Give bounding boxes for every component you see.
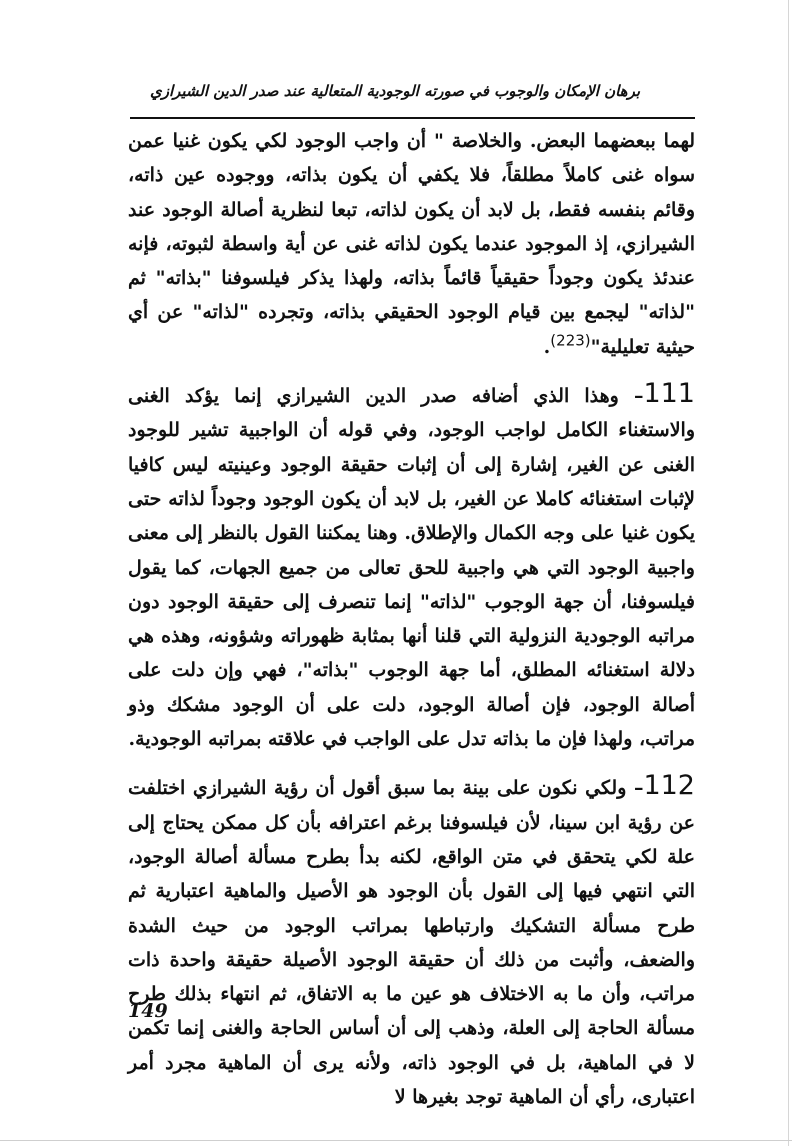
header-divider xyxy=(130,117,695,119)
paragraph-111 xyxy=(128,379,695,756)
paragraph-number: 111 xyxy=(643,378,695,410)
scan-edge-bottom xyxy=(0,1140,792,1141)
scan-edge-right xyxy=(788,0,789,1146)
paragraph-text: – ولكي نكون على بينة بما سبق أقول أن رؤية الشيرازي اختلفت عن رؤية ابن سينا، لأن فيلسوفنا برغم اعترافه بأن كل ممكن يحتاج إلى علة لكي يتحقق في متن الواقع، لكنه بدأ بطرح مسألة أصالة الوجود، التي انتهي فيها إلى القول بأن الوجود هو الأصيل والماهية اعتبارية ثم طرح مسألة التشكيك وارتباطها بمراتب الوجود من حيث الشدة والضعف، وأثبت من ذلك أن حقيقة الوجود الأصيلة حقيقة واحدة ذات مراتب، وأن ما به الاختلاف هو عين ما به الاتفاق، ثم انتهاء بذلك طرح مسألة الحاجة إلى العلة، وذهب إلى أن أساس الحاجة والغنى إنما تكمن لا في الماهية، بل في الوجود ذاته، ولأنه يرى أن الماهية مجرد أمر اعتبارى، رأي أن الماهية توجد بغيرها لا xyxy=(128,777,695,1109)
page-body xyxy=(128,124,695,1114)
paragraph-continuation xyxy=(128,124,695,364)
footnote-reference[interactable]: (223) xyxy=(550,331,591,350)
paragraph-end-mark: . xyxy=(543,335,551,358)
running-header: برهان الإمكان والوجوب في صورته الوجودية المتعالية عند صدر الدين الشيرازي xyxy=(149,82,641,100)
paragraph-text: – وهذا الذي أضافه صدر الدين الشيرازي إنما يؤكد الغنى والاستغناء الكامل لواجب الوجود، وفي قوله أن الواجبية تشير للوجود الغنى عن الغير، إشارة إلى أن إثبات حقيقة الوجود وعينيته ليس كافيا لإثبات استغنائه كاملا عن الغير، بل لابد أن يكون الوجود وجوداً لذاته حتى يكون غنيا على وجه الكمال والإطلاق. وهنا يمكننا القول بالنظر إلى معنى واجبية الوجود التي هي واجبية للحق تعالى من جميع الجهات، كما يقول فيلسوفنا، أن جهة الوجوب "لذاته" إنما تنصرف إلى حقيقة الوجود دون مراتبه الوجودية النزولية التي قلنا أنها بمثابة ظهوراته وشؤونه، وهذه هي دلالة استغنائه المطلق، أما جهة الوجوب "بذاته"، فهي وإن دلت على أصالة الوجود، فإن أصالة الوجود، دلت على أن الوجود مشكك وذو مراتب، ولهذا فإن ما بذاته تدل على الواجب في علاقته بمراتبه الوجودية. xyxy=(128,385,695,751)
paragraph-text: لهما ببعضهما البعض. والخلاصة " أن واجب الوجود لكي يكون غنيا عمن سواه غنى كاملاً مطلقاً، فلا يكفي أن يكون بذاته، ووجوده عين ذاته، وقائم بنفسه فقط، بل لابد أن يكون لذاته، تبعا لنظرية أصالة الوجود عند الشيرازي، إذ الموجود عندما يكون لذاته غنى عن أية واسطة لثبوته، فإنه عندئذ يكون وجوداً حقيقياً قائماً بذاته، ولهذا يذكر فيلسوفنا "بذاته" ثم "لذاته" ليجمع بين قيام الوجود الحقيقي بذاته، وتجرده "لذاته" عن أي حيثية تعليلية" xyxy=(128,130,695,358)
paragraph-number: 112 xyxy=(643,770,695,802)
page-number: 149 xyxy=(128,1000,168,1022)
paragraph-112 xyxy=(128,771,695,1114)
